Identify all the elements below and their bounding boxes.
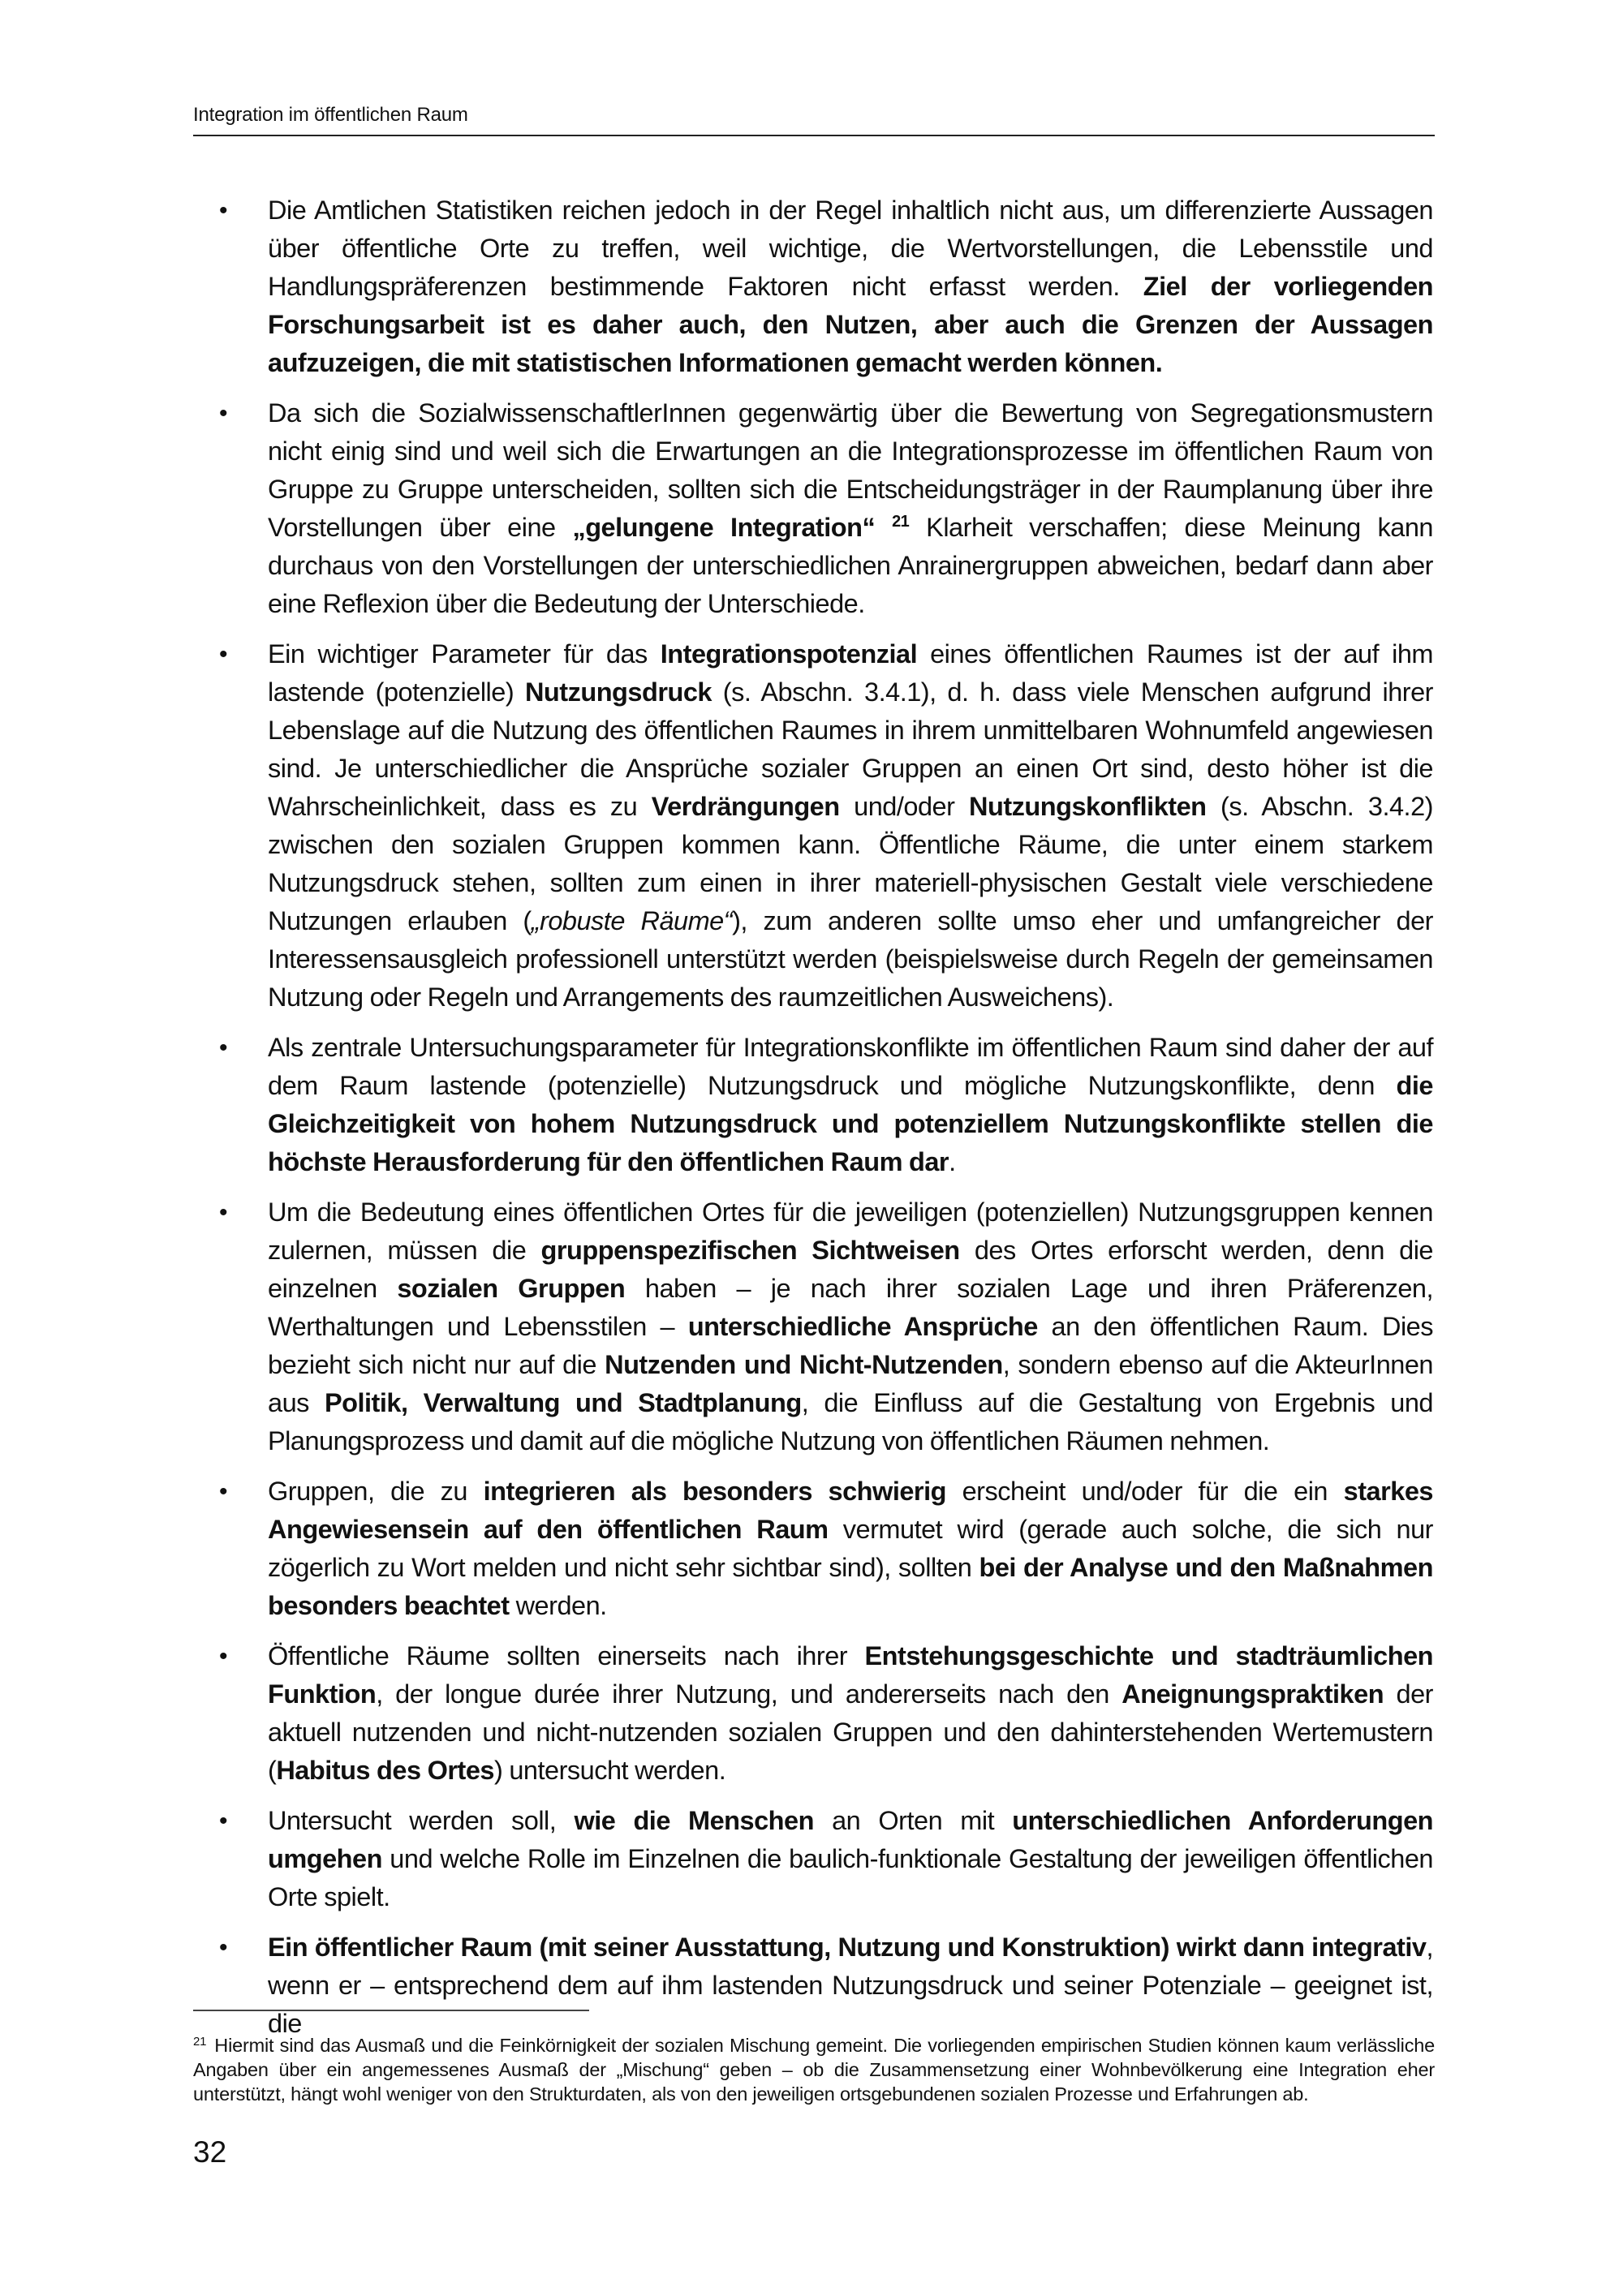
bullet-text <box>268 1802 1433 1916</box>
text-run: Da sich die SozialwissenschaftlerInnen gegenwärtig über die Bewertung von Segregationsmustern nicht einig sind und weil sich die Erwartungen an die Integrationsprozesse im öffentlichen Raum von Gruppe zu Gruppe unterscheiden, sollten sich die Entscheidungsträger in der Raumplanung über ihre Vorstellungen über eine <box>268 398 1433 542</box>
text-run: . <box>949 1147 956 1176</box>
text-run: Um die Bedeutung eines öffentlichen Ortes für die jeweiligen (potenziellen) Nutzungsgruppen kennen zulernen, müssen die <box>268 1197 1433 1265</box>
bold-text: Ziel der vorliegenden Forschungsarbeit ist es daher auch, den Nutzen, aber auch die Grenzen der Aussagen aufzuzeigen, die mit statistischen Informationen gemacht werden können. <box>268 272 1433 377</box>
text-run <box>875 513 892 542</box>
bullet-item <box>213 1637 1433 1790</box>
text-run: ), zum anderen sollte umso eher und umfangreicher der Interessensausgleich professionell unterstützt werden (beispielsweise durch Regeln der gemeinsamen Nutzung oder Regeln und Arrangements des raumzeitlichen Ausweichens). <box>268 906 1433 1012</box>
bold-text: sozialen Gruppen <box>397 1274 626 1303</box>
text-run: haben – je nach ihrer sozialen Lage und ihren Präferenzen, Werthaltungen und Lebensstilen – <box>268 1274 1434 1341</box>
bold-text: „gelungene Integration“ <box>572 513 876 542</box>
bold-text: Integrationspotenzial <box>660 639 918 669</box>
text-run: Gruppen, die zu <box>268 1477 484 1506</box>
bullet-list <box>213 191 1433 2043</box>
text-run: und/oder <box>839 792 969 821</box>
bullet-text <box>268 1637 1433 1790</box>
text-run: eines öffentlichen Raumes ist der auf ihm lastende (potenzielle) <box>268 639 1433 707</box>
bold-text: Nutzenden und Nicht-Nutzenden <box>605 1350 1003 1379</box>
footnote-number: 21 <box>193 2035 207 2049</box>
text-run: , der longue durée ihrer Nutzung, und andererseits nach den <box>376 1679 1122 1709</box>
bullet-text <box>268 394 1433 623</box>
italic-text: „robuste Räume“ <box>531 906 733 935</box>
text-run: (s. Abschn. 3.4.1), d. h. dass viele Menschen aufgrund ihrer Lebenslage auf die Nutzung des öffentlichen Raumes in ihrem unmittelbaren Wohnumfeld angewiesen sind. Je unterschiedlicher die Ansprüche sozialer Gruppen an einen Ort sind, desto höher ist die Wahrscheinlichkeit, dass es zu <box>268 677 1433 821</box>
bold-text: unterschiedlichen Anforderungen umgehen <box>268 1806 1433 1873</box>
bullet-item <box>213 1473 1433 1625</box>
text-run: (s. Abschn. 3.4.2) zwischen den sozialen Gruppen kommen kann. Öffentliche Räume, die unter einem starkem Nutzungsdruck stehen, sollten zum einen in ihrer materiell-physischen Gestalt viele verschiedene Nutzungen erlauben ( <box>268 792 1433 935</box>
text-run: des Ortes erforscht werden, denn die einzelnen <box>268 1236 1433 1303</box>
bold-text: Ein öffentlicher Raum (mit seiner Ausstattung, Nutzung und Konstruktion) wirkt dann integrativ <box>268 1933 1427 1962</box>
running-header <box>193 104 1435 136</box>
bullet-symbol: • <box>219 641 228 668</box>
running-title: Integration im öffentlichen Raum <box>193 104 468 126</box>
bold-text: Politik, Verwaltung und Stadtplanung <box>324 1388 802 1417</box>
text-run: vermutet wird (gerade auch solche, die sich nur zögerlich zu Wort melden und nicht sehr sichtbar sind), sollten <box>268 1515 1433 1582</box>
bold-text: Verdrängungen <box>651 792 840 821</box>
footnote-reference: 21 <box>892 513 910 531</box>
bold-text: wie die Menschen <box>574 1806 814 1835</box>
bullet-item <box>213 1928 1433 2043</box>
bullet-text <box>268 1928 1433 2043</box>
bullet-text <box>268 1029 1433 1181</box>
text-run: an den öffentlichen Raum. Dies bezieht sich nicht nur auf die <box>268 1312 1433 1379</box>
bullet-item <box>213 191 1433 382</box>
text-run: Untersucht werden soll, <box>268 1806 575 1835</box>
text-run: der aktuell nutzenden und nicht-nutzenden sozialen Gruppen und den dahinterstehenden Wertemustern ( <box>268 1679 1433 1785</box>
text-run: an Orten mit <box>813 1806 1013 1835</box>
bullet-item <box>213 1802 1433 1916</box>
bold-text: Entstehungsgeschichte und stadträumlichen Funktion <box>268 1641 1433 1709</box>
text-run: werden. <box>509 1591 607 1620</box>
bullet-item <box>213 394 1433 623</box>
footnote-separator <box>193 2010 589 2011</box>
bullet-symbol: • <box>219 1808 228 1834</box>
bullet-symbol: • <box>219 400 228 427</box>
bullet-text <box>268 191 1433 382</box>
bullet-item <box>213 1029 1433 1181</box>
text-run: , sondern ebenso auf die AkteurInnen aus <box>268 1350 1433 1417</box>
footnote <box>193 2030 1435 2106</box>
bold-text: gruppenspezifischen Sichtweisen <box>540 1236 960 1265</box>
bullet-symbol: • <box>219 1034 228 1061</box>
footnote-text: Hiermit sind das Ausmaß und die Feinkörnigkeit der sozialen Mischung gemeint. Die vorliegenden empirischen Studien können kaum verlässliche Angaben über ein angemessenes Ausmaß der „Mischung“ geben – ob die Zusammensetzung einer Wohnbevölkerung eine Integration eher unterstützt, hängt wohl weniger von den Strukturdaten, als von den jeweiligen ortsgebundenen sozialen Prozesse und Erfahrungen ab. <box>193 2035 1435 2105</box>
main-content <box>213 191 1433 2055</box>
bold-text: bei der Analyse und den Maßnahmen besonders beachtet <box>268 1553 1433 1620</box>
page-number: 32 <box>193 2135 227 2169</box>
text-run: ) untersucht werden. <box>493 1756 726 1785</box>
text-run: Als zentrale Untersuchungsparameter für Integrationskonflikte im öffentlichen Raum sind daher der auf dem Raum lastende (potenzielle) Nutzungsdruck und mögliche Nutzungskonflikte, denn <box>268 1033 1433 1100</box>
bold-text: Nutzungsdruck <box>524 677 712 707</box>
bullet-text <box>268 1193 1433 1460</box>
text-run: erscheint und/oder für die ein <box>945 1477 1344 1506</box>
text-run: , wenn er – entsprechend dem auf ihm lastenden Nutzungsdruck und seiner Potenziale – geeignet ist, die <box>268 1933 1433 2038</box>
bold-text: unterschiedliche Ansprüche <box>687 1312 1038 1341</box>
text-run: Klarheit verschaffen; diese Meinung kann durchaus von den Vorstellungen der unterschiedlichen Anrainergruppen abweichen, bedarf dann aber eine Reflexion über die Bedeutung der Unterschiede. <box>268 513 1433 618</box>
bullet-item <box>213 635 1433 1017</box>
bullet-text <box>268 1473 1433 1625</box>
bold-text: die Gleichzeitigkeit von hohem Nutzungsdruck und potenziellem Nutzungskonflikte stellen die höchste Herausforderung für den öffentlichen Raum dar <box>268 1071 1433 1176</box>
bold-text: Habitus des Ortes <box>276 1756 494 1785</box>
bullet-symbol: • <box>219 1643 228 1670</box>
bold-text: Nutzungskonflikten <box>969 792 1207 821</box>
text-run: , die Einfluss auf die Gestaltung von Ergebnis und Planungsprozess und damit auf die mögliche Nutzung von öffentlichen Räumen nehmen. <box>268 1388 1434 1455</box>
bullet-symbol: • <box>219 1478 228 1505</box>
text-run: Öffentliche Räume sollten einerseits nach ihrer <box>268 1641 865 1670</box>
bold-text: starkes Angewiesensein auf den öffentlichen Raum <box>268 1477 1433 1544</box>
bullet-symbol: • <box>219 197 228 224</box>
text-run: und welche Rolle im Einzelnen die baulich-funktionale Gestaltung der jeweiligen öffentlichen Orte spielt. <box>268 1844 1433 1911</box>
bullet-text <box>268 635 1433 1017</box>
bullet-symbol: • <box>219 1934 228 1961</box>
bullet-item <box>213 1193 1433 1460</box>
bold-text: Aneignungspraktiken <box>1121 1679 1384 1709</box>
bold-text: integrieren als besonders schwierig <box>483 1477 946 1506</box>
text-run: Ein wichtiger Parameter für das <box>268 639 661 669</box>
bullet-symbol: • <box>219 1199 228 1226</box>
text-run: Die Amtlichen Statistiken reichen jedoch in der Regel inhaltlich nicht aus, um differenzierte Aussagen über öffentliche Orte zu treffen, weil wichtige, die Wertvorstellungen, die Lebensstile und Handlungspräferenzen bestimmende Faktoren nicht erfasst werden. <box>268 196 1433 301</box>
